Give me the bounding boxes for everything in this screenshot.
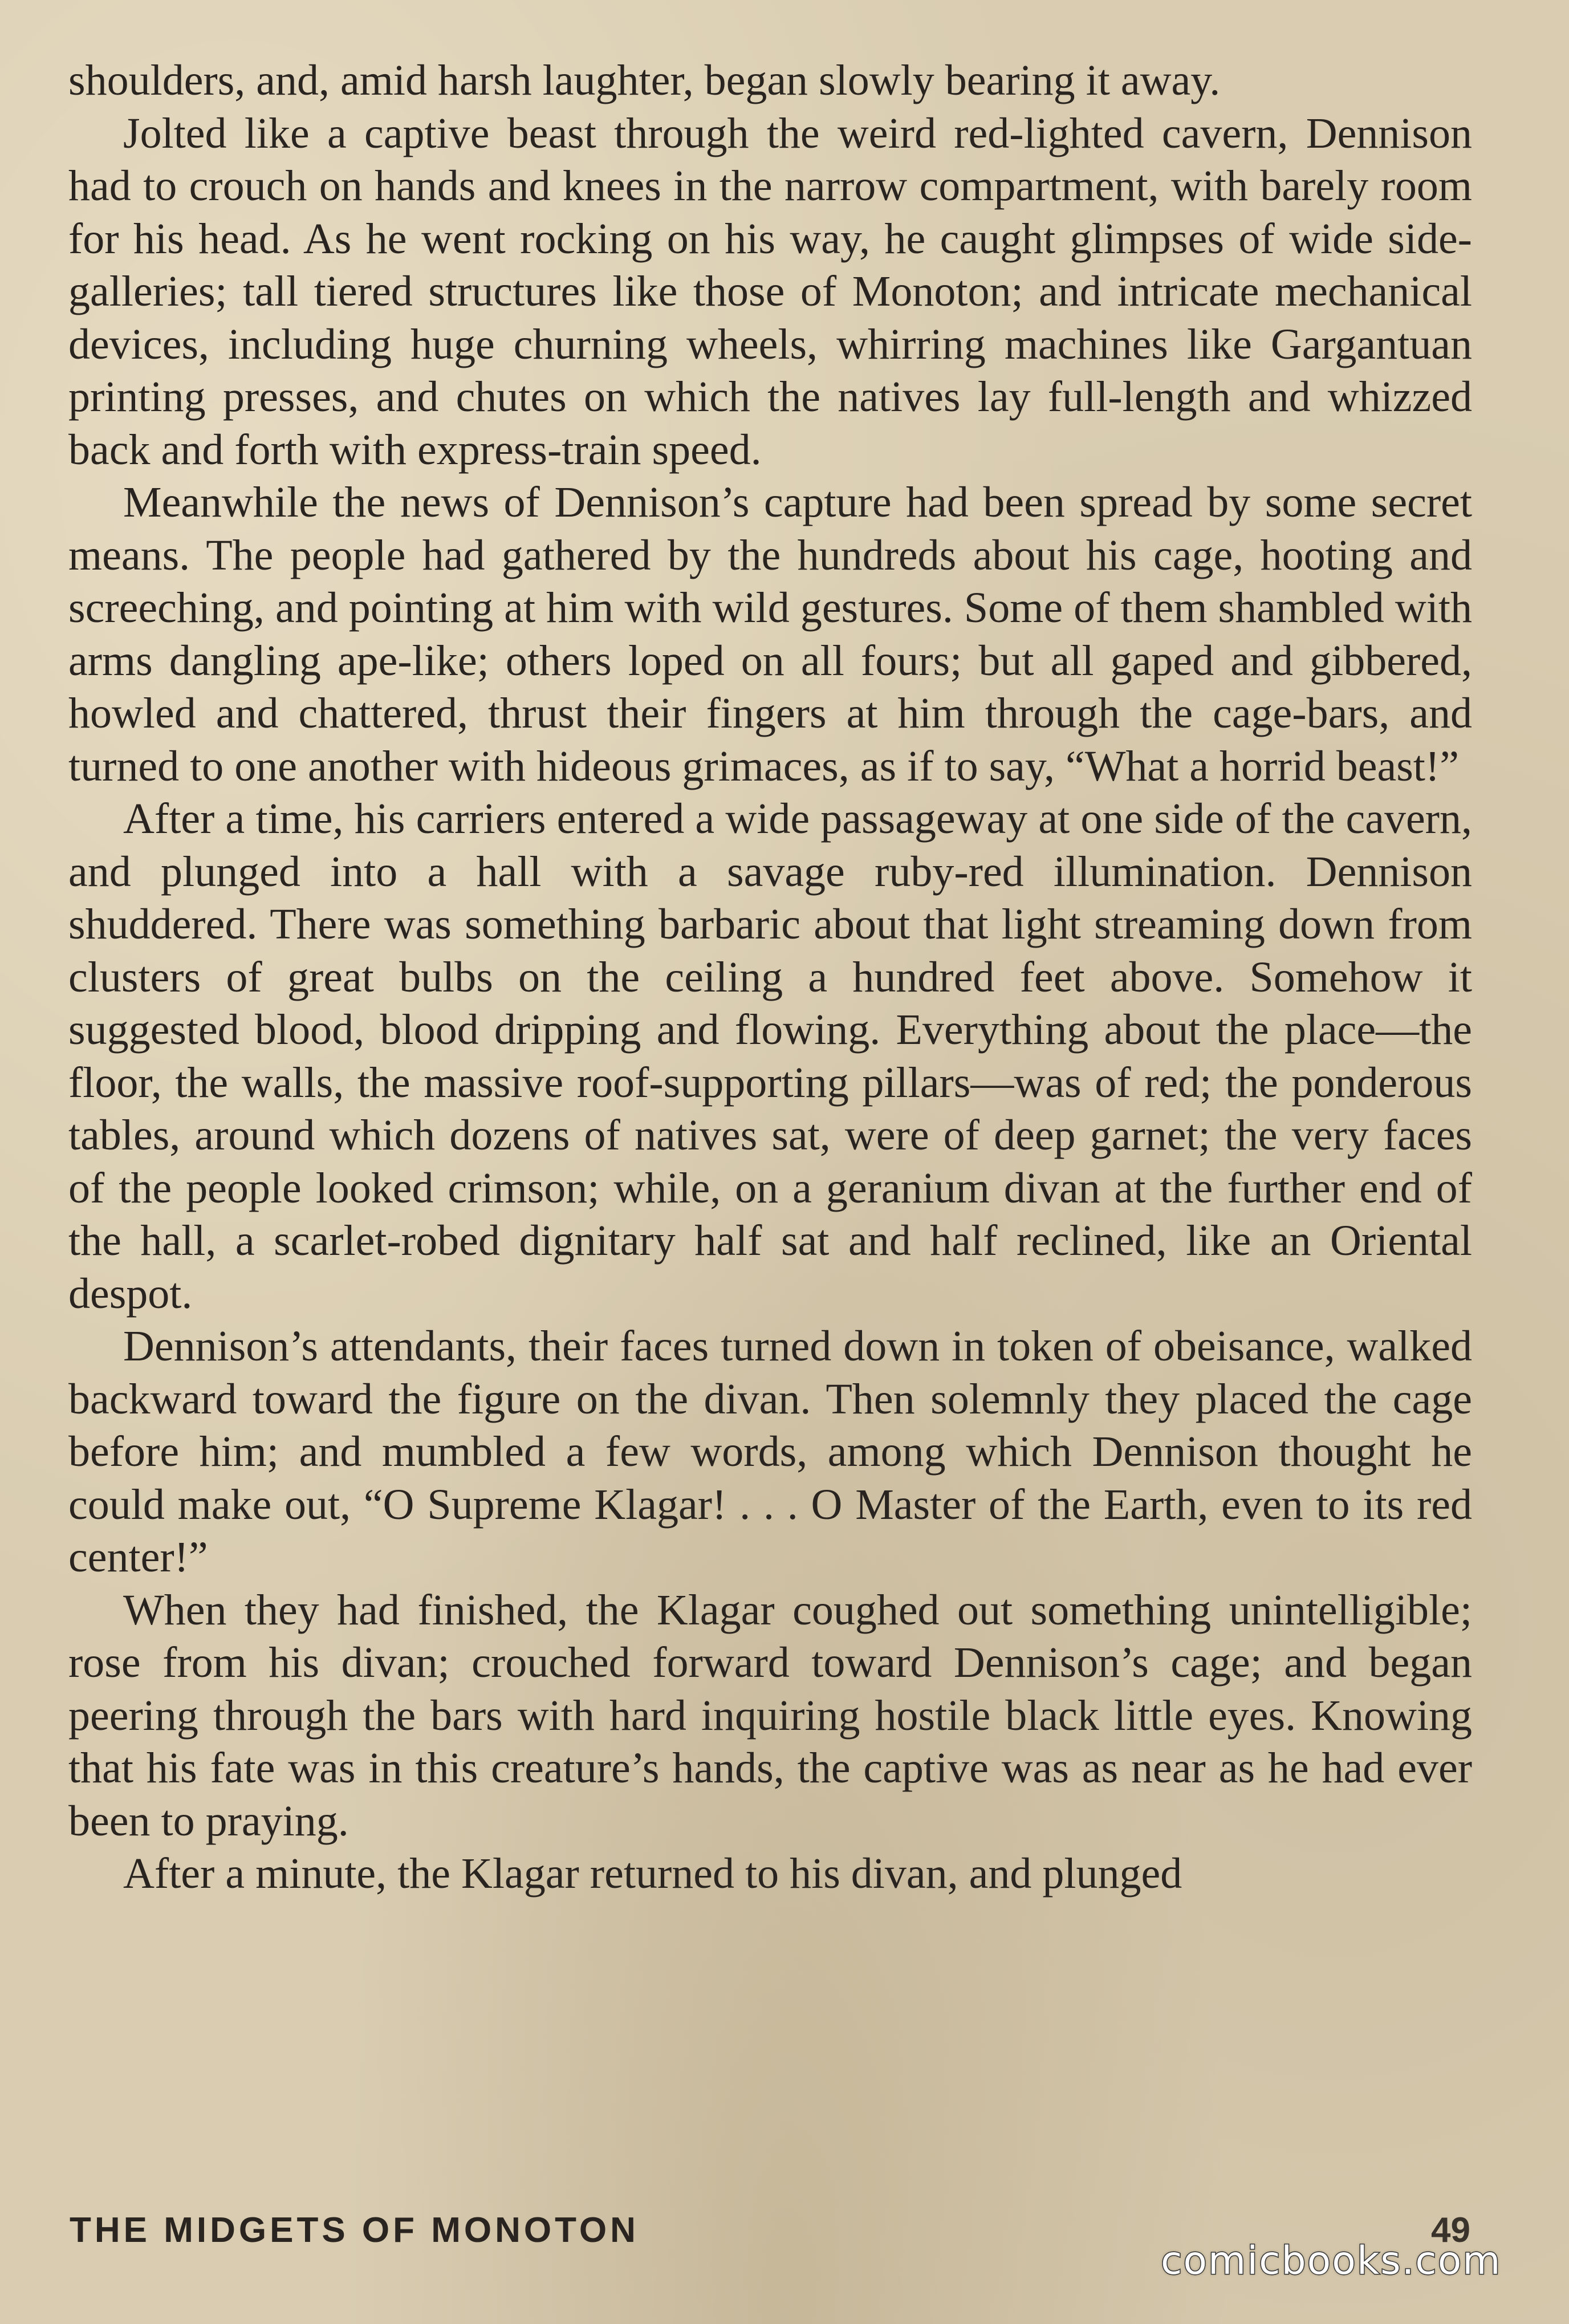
page-number: 49 bbox=[1431, 2211, 1470, 2250]
watermark: comicbooks.com bbox=[1161, 2238, 1502, 2284]
paragraph-after-a-minute: After a minute, the Klagar returned to his divan, and plunged bbox=[123, 1850, 1182, 1898]
running-footer-title: THE MIDGETS OF MONOTON bbox=[70, 2211, 639, 2250]
paragraph-meanwhile: Meanwhile the news of Dennison’s capture had been spread by some secret means. The people had gathered by the hundreds about his cage, hooting and screeching, and pointing at him with wild gestures. Some of them shambled with arms dangling ape-like; others loped on all fours; but all gaped and gibbered, howled and chattered, thrust their fingers at him through the cage-bars, and turned to one another with hideous grimaces, as if to say, “What a horrid beast!” bbox=[68, 478, 1472, 790]
paragraph-after-a-time: After a time, his carriers entered a wide passageway at one side of the cavern, and plunged into a hall with a savage ruby-red illumination. Dennison shuddered. There was something barbaric about that light streaming down from clusters of great bulbs on the ceiling a hundred feet above. Somehow it suggested blood, blood dripping and flowing. Everything about the place—the floor, the walls, the massive roof-supporting pillars—was of red; the ponderous tables, around which dozens of natives sat, were of deep garnet; the very faces of the people looked crimson; while, on a geranium divan at the further end of the hall, a scarlet-robed dignitary half sat and half reclined, like an Oriental despot. bbox=[68, 795, 1472, 1318]
paragraph-jolted: Jolted like a captive beast through the weird red-lighted cavern, Dennison had to crouch on hands and knees in the narrow compartment, with barely room for his head. As he went rocking on his way, he caught glimpses of wide side-galleries; tall tiered structures like those of Monoton; and intricate mechanical devices, including huge churning wheels, whirring machines like Gargantuan printing presses, and chutes on which the natives lay full-length and whizzed back and forth with express-train speed. bbox=[68, 109, 1472, 474]
paragraph-continued: shoulders, and, amid harsh laughter, began slowly bearing it away. bbox=[68, 56, 1221, 104]
paragraph-attendants: Dennison’s attendants, their faces turned down in token of obeisance, walked backward toward the figure on the divan. Then solemnly they placed the cage before him; and mumbled a few words, among which Dennison thought he could make out, “O Supreme Klagar! . . . O Master of the Earth, even to its red center!” bbox=[68, 1322, 1472, 1581]
body-text bbox=[68, 54, 1472, 1900]
paragraph-when-finished: When they had finished, the Klagar coughed out something unintelligible; rose from his divan; crouched forward toward Dennison’s cage; and began peering through the bars with hard inquiring hostile black little eyes. Knowing that his fate was in this creature’s hands, the captive was as near as he had ever been to praying. bbox=[68, 1586, 1472, 1845]
